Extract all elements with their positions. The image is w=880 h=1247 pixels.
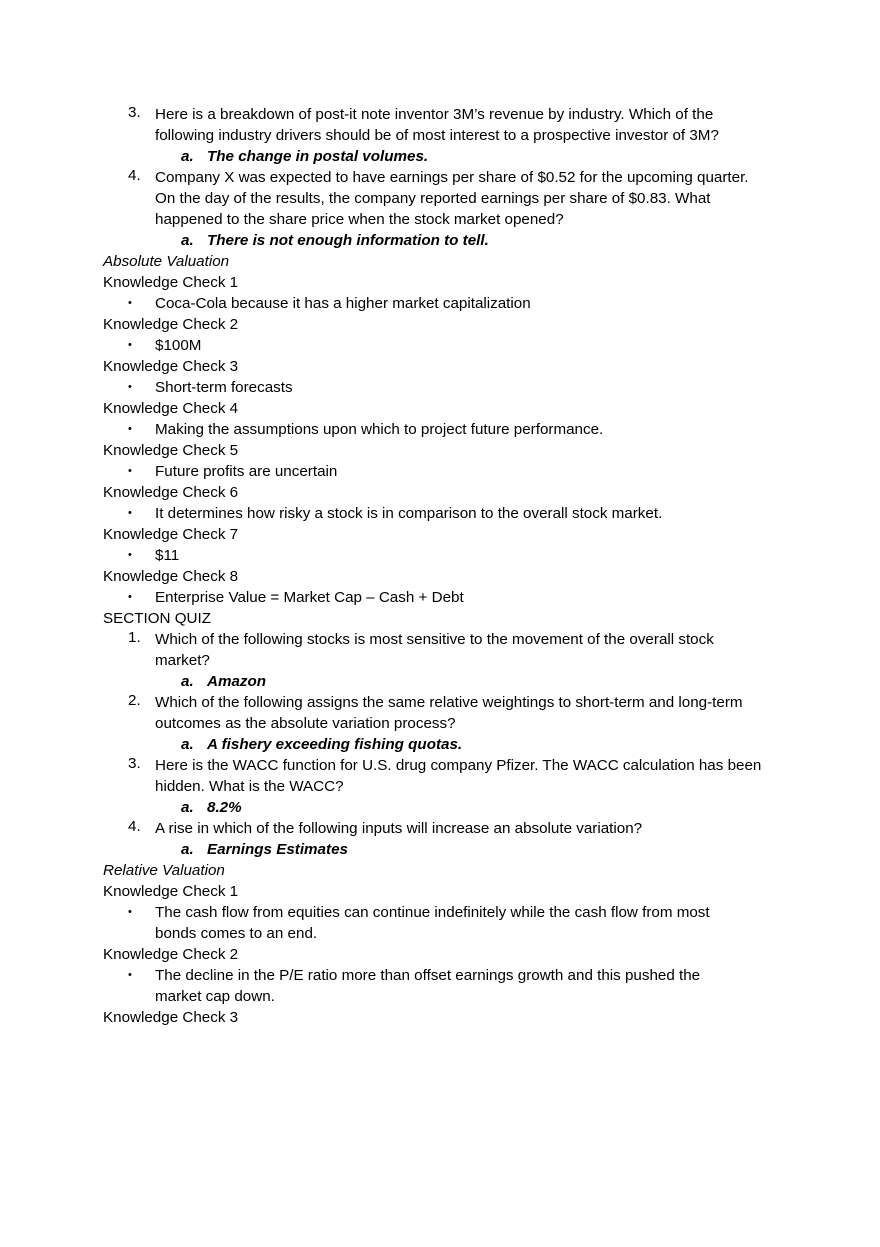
question-item	[103, 104, 783, 146]
document-page	[103, 104, 783, 1028]
question-number: 3.	[128, 104, 141, 121]
knowledge-check-title: Knowledge Check 5	[103, 442, 239, 459]
question-number: 1.	[128, 629, 141, 646]
knowledge-check-title: Knowledge Check 6	[103, 484, 239, 501]
bullet-icon: •	[128, 423, 132, 435]
bullet-text: The decline in the P/E ratio more than offset earnings growth and this pushed the	[155, 967, 701, 984]
answer-item	[103, 146, 783, 167]
question-item	[103, 755, 783, 797]
question-text: outcomes as the absolute variation process?	[155, 715, 456, 732]
knowledge-check-title: Knowledge Check 2	[103, 316, 239, 333]
answer-item	[103, 230, 783, 251]
answer-item	[103, 839, 783, 860]
knowledge-check-title: Knowledge Check 1	[103, 883, 239, 900]
answer-item	[103, 671, 783, 692]
answer-text: There is not enough information to tell.	[207, 232, 489, 249]
bullet-item	[103, 503, 783, 524]
bullet-text: Short-term forecasts	[155, 379, 293, 396]
bullet-icon: •	[128, 297, 132, 309]
bullet-item	[103, 965, 783, 1007]
section-heading-absolute: Absolute Valuation	[103, 253, 230, 270]
bullet-text: $11	[155, 547, 180, 564]
bullet-icon: •	[128, 465, 132, 477]
bullet-item	[103, 419, 783, 440]
bullet-icon: •	[128, 381, 132, 393]
knowledge-check-title: Knowledge Check 2	[103, 946, 239, 963]
bullet-text: Making the assumptions upon which to project future performance.	[155, 421, 604, 438]
question-number: 2.	[128, 692, 141, 709]
question-number: 3.	[128, 755, 141, 772]
bullet-item	[103, 545, 783, 566]
bullet-icon: •	[128, 507, 132, 519]
question-text: Which of the following assigns the same relative weightings to short-term and long-term	[155, 694, 743, 711]
knowledge-check-title: Knowledge Check 3	[103, 358, 239, 375]
question-text: Company X was expected to have earnings per share of $0.52 for the upcoming quarter.	[155, 169, 749, 186]
bullet-item	[103, 461, 783, 482]
question-text: A rise in which of the following inputs will increase an absolute variation?	[155, 820, 643, 837]
question-item	[103, 167, 783, 230]
bullet-text: The cash flow from equities can continue indefinitely while the cash flow from most	[155, 904, 710, 921]
section-heading-relative: Relative Valuation	[103, 862, 225, 879]
answer-text: The change in postal volumes.	[207, 148, 429, 165]
answer-letter: a.	[181, 673, 194, 690]
section-heading-quiz: SECTION QUIZ	[103, 610, 212, 627]
question-text: hidden. What is the WACC?	[155, 778, 344, 795]
question-text: Here is the WACC function for U.S. drug company Pfizer. The WACC calculation has been	[155, 757, 762, 774]
bullet-icon: •	[128, 906, 132, 918]
question-text: market?	[155, 652, 210, 669]
question-text: happened to the share price when the stock market opened?	[155, 211, 564, 228]
answer-text: Amazon	[207, 673, 267, 690]
knowledge-check-title: Knowledge Check 1	[103, 274, 239, 291]
knowledge-check-title: Knowledge Check 3	[103, 1009, 239, 1026]
bullet-icon: •	[128, 969, 132, 981]
answer-text: Earnings Estimates	[207, 841, 348, 858]
question-item	[103, 692, 783, 734]
bullet-icon: •	[128, 591, 132, 603]
bullet-item	[103, 587, 783, 608]
bullet-text: market cap down.	[155, 988, 275, 1005]
knowledge-check-title: Knowledge Check 7	[103, 526, 239, 543]
knowledge-check-title: Knowledge Check 4	[103, 400, 239, 417]
answer-item	[103, 734, 783, 755]
bullet-icon: •	[128, 549, 132, 561]
question-item	[103, 629, 783, 671]
bullet-icon: •	[128, 339, 132, 351]
bullet-text: Enterprise Value = Market Cap – Cash + Debt	[155, 589, 464, 606]
bullet-item	[103, 335, 783, 356]
bullet-item	[103, 293, 783, 314]
question-item	[103, 818, 783, 839]
answer-letter: a.	[181, 841, 194, 858]
answer-letter: a.	[181, 148, 194, 165]
bullet-item	[103, 902, 783, 944]
question-text: Which of the following stocks is most sensitive to the movement of the overall stock	[155, 631, 714, 648]
answer-letter: a.	[181, 736, 194, 753]
bullet-text: Coca-Cola because it has a higher market capitalization	[155, 295, 531, 312]
question-text: following industry drivers should be of most interest to a prospective investor of 3M?	[155, 127, 719, 144]
question-text: Here is a breakdown of post-it note inventor 3M’s revenue by industry. Which of the	[155, 106, 714, 123]
bullet-text: Future profits are uncertain	[155, 463, 338, 480]
question-number: 4.	[128, 818, 141, 835]
bullet-text: It determines how risky a stock is in comparison to the overall stock market.	[155, 505, 663, 522]
knowledge-check-title: Knowledge Check 8	[103, 568, 239, 585]
question-text: On the day of the results, the company reported earnings per share of $0.83. What	[155, 190, 711, 207]
question-number: 4.	[128, 167, 141, 184]
answer-letter: a.	[181, 799, 194, 816]
bullet-item	[103, 377, 783, 398]
answer-text: A fishery exceeding fishing quotas.	[207, 736, 463, 753]
answer-text: 8.2%	[207, 799, 242, 816]
bullet-text: $100M	[155, 337, 202, 354]
bullet-text: bonds comes to an end.	[155, 925, 318, 942]
answer-item	[103, 797, 783, 818]
answer-letter: a.	[181, 232, 194, 249]
